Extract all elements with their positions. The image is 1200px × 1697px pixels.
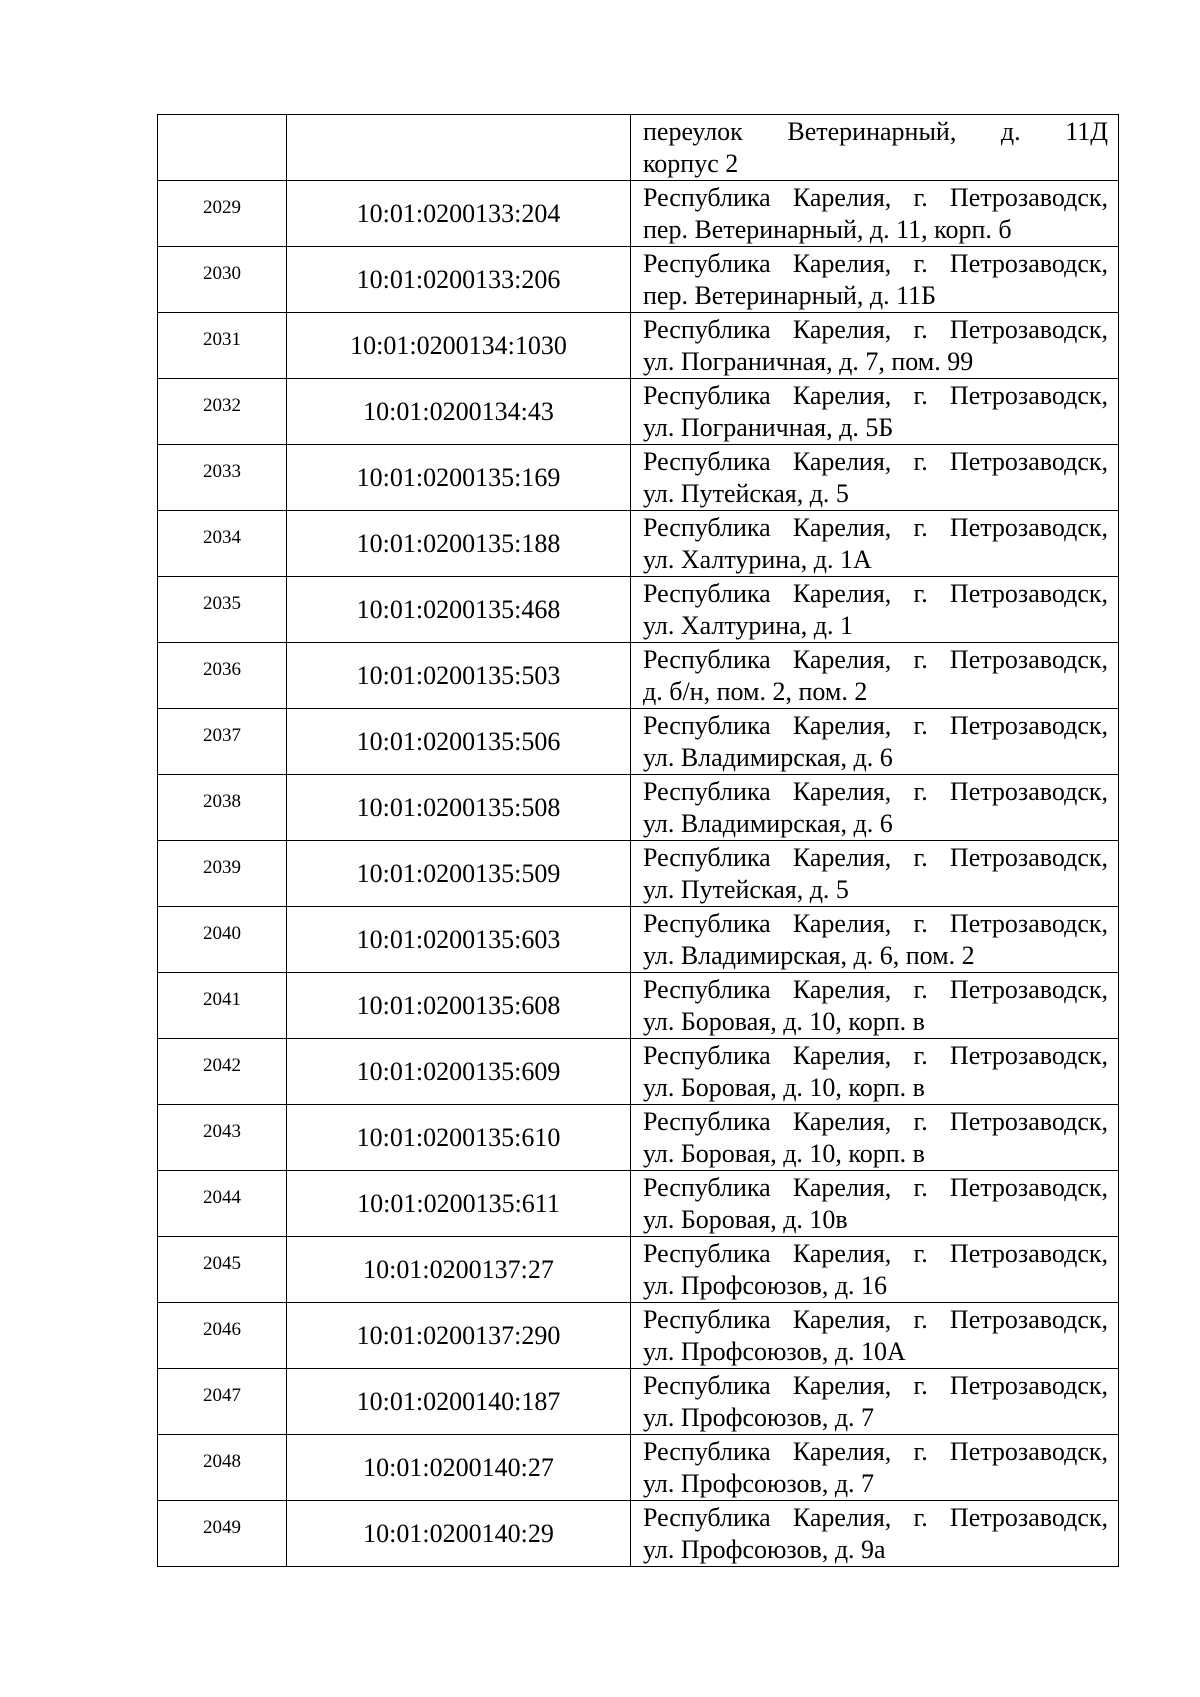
address-cell (631, 247, 1119, 313)
row-number-cell: 2029 (158, 181, 287, 247)
address-line-2: д. б/н, пом. 2, пом. 2 (643, 677, 868, 706)
address-line-1: Республика Карелия, г. Петрозаводск, (643, 909, 1108, 938)
row-number-cell: 2032 (158, 379, 287, 445)
address-cell (631, 775, 1119, 841)
address-cell (631, 1435, 1119, 1501)
row-number-cell: 2039 (158, 841, 287, 907)
table-body (158, 115, 1119, 1567)
address-line-1: Республика Карелия, г. Петрозаводск, (643, 1239, 1108, 1268)
cadastral-number-cell: 10:01:0200135:503 (287, 643, 631, 709)
address-line-2: пер. Ветеринарный, д. 11, корп. б (643, 215, 1012, 244)
table-row (158, 1039, 1119, 1105)
cadastral-number-cell: 10:01:0200140:29 (287, 1501, 631, 1567)
address-line-2: ул. Боровая, д. 10, корп. в (643, 1139, 925, 1168)
address-cell (631, 1171, 1119, 1237)
row-number-cell: 2043 (158, 1105, 287, 1171)
address-line-2: ул. Халтурина, д. 1А (643, 545, 872, 574)
address-line-2: ул. Владимирская, д. 6 (643, 809, 893, 838)
table-row (158, 181, 1119, 247)
address-cell (631, 907, 1119, 973)
address-cell (631, 1039, 1119, 1105)
cadastral-number-cell: 10:01:0200135:188 (287, 511, 631, 577)
address-line-1: Республика Карелия, г. Петрозаводск, (643, 1107, 1108, 1136)
address-cell (631, 1369, 1119, 1435)
address-line-2: ул. Профсоюзов, д. 9а (643, 1535, 886, 1564)
row-number-cell: 2031 (158, 313, 287, 379)
address-line-1: Республика Карелия, г. Петрозаводск, (643, 579, 1108, 608)
table-row (158, 1369, 1119, 1435)
row-number-cell: 2036 (158, 643, 287, 709)
address-line-1: Республика Карелия, г. Петрозаводск, (643, 777, 1108, 806)
table-row (158, 445, 1119, 511)
address-line-1: Республика Карелия, г. Петрозаводск, (643, 1305, 1108, 1334)
row-number-cell (158, 115, 287, 181)
row-number-cell: 2041 (158, 973, 287, 1039)
address-line-1: Республика Карелия, г. Петрозаводск, (643, 843, 1108, 872)
row-number-cell: 2045 (158, 1237, 287, 1303)
address-line-1: Республика Карелия, г. Петрозаводск, (643, 1173, 1108, 1202)
address-line-2: ул. Профсоюзов, д. 10А (643, 1337, 906, 1366)
address-cell (631, 577, 1119, 643)
table-row (158, 379, 1119, 445)
address-cell (631, 709, 1119, 775)
row-number-cell: 2040 (158, 907, 287, 973)
address-line-2: ул. Профсоюзов, д. 16 (643, 1271, 888, 1300)
address-line-1: Республика Карелия, г. Петрозаводск, (643, 975, 1108, 1004)
address-line-2: ул. Халтурина, д. 1 (643, 611, 853, 640)
table-row (158, 115, 1119, 181)
cadastral-number-cell: 10:01:0200135:169 (287, 445, 631, 511)
cadastral-number-cell: 10:01:0200137:290 (287, 1303, 631, 1369)
row-number-cell: 2035 (158, 577, 287, 643)
row-number-cell: 2044 (158, 1171, 287, 1237)
address-line-1: Республика Карелия, г. Петрозаводск, (643, 1503, 1108, 1532)
cadastral-number-cell: 10:01:0200140:27 (287, 1435, 631, 1501)
address-line-2: корпус 2 (643, 149, 739, 178)
address-line-1: переулок Ветеринарный, д. 11Д (643, 117, 1108, 146)
address-line-1: Республика Карелия, г. Петрозаводск, (643, 381, 1108, 410)
table-row (158, 643, 1119, 709)
address-line-2: ул. Профсоюзов, д. 7 (643, 1469, 875, 1498)
cadastral-number-cell: 10:01:0200135:506 (287, 709, 631, 775)
address-line-1: Республика Карелия, г. Петрозаводск, (643, 711, 1108, 740)
address-cell (631, 841, 1119, 907)
address-line-1: Республика Карелия, г. Петрозаводск, (643, 315, 1108, 344)
cadastral-number-cell: 10:01:0200135:610 (287, 1105, 631, 1171)
address-line-2: ул. Пограничная, д. 5Б (643, 413, 894, 442)
table-row (158, 313, 1119, 379)
address-line-2: ул. Боровая, д. 10, корп. в (643, 1073, 925, 1102)
row-number-cell: 2042 (158, 1039, 287, 1105)
table-row (158, 973, 1119, 1039)
row-number-cell: 2030 (158, 247, 287, 313)
address-line-1: Республика Карелия, г. Петрозаводск, (643, 1041, 1108, 1070)
address-cell (631, 1303, 1119, 1369)
address-cell (631, 643, 1119, 709)
address-cell (631, 313, 1119, 379)
cadastral-number-cell: 10:01:0200135:509 (287, 841, 631, 907)
table-row (158, 1171, 1119, 1237)
address-line-2: ул. Профсоюзов, д. 7 (643, 1403, 875, 1432)
address-line-1: Республика Карелия, г. Петрозаводск, (643, 645, 1108, 674)
table-row (158, 577, 1119, 643)
row-number-cell: 2038 (158, 775, 287, 841)
address-line-1: Республика Карелия, г. Петрозаводск, (643, 249, 1108, 278)
address-line-2: ул. Пограничная, д. 7, пом. 99 (643, 347, 974, 376)
cadastral-number-cell: 10:01:0200134:43 (287, 379, 631, 445)
row-number-cell: 2046 (158, 1303, 287, 1369)
table-row (158, 511, 1119, 577)
table-row (158, 709, 1119, 775)
address-line-1: Республика Карелия, г. Петрозаводск, (643, 1371, 1108, 1400)
address-line-1: Республика Карелия, г. Петрозаводск, (643, 447, 1108, 476)
table-row (158, 1105, 1119, 1171)
table-row (158, 1501, 1119, 1567)
table-row (158, 1237, 1119, 1303)
address-cell (631, 379, 1119, 445)
address-cell (631, 115, 1119, 181)
cadastral-number-cell: 10:01:0200135:611 (287, 1171, 631, 1237)
address-line-2: ул. Путейская, д. 5 (643, 479, 849, 508)
address-cell (631, 181, 1119, 247)
cadastral-number-cell: 10:01:0200134:1030 (287, 313, 631, 379)
cadastral-number-cell (287, 115, 631, 181)
cadastral-number-cell: 10:01:0200140:187 (287, 1369, 631, 1435)
address-line-1: Республика Карелия, г. Петрозаводск, (643, 183, 1108, 212)
address-cell (631, 511, 1119, 577)
cadastral-number-cell: 10:01:0200137:27 (287, 1237, 631, 1303)
cadastral-number-cell: 10:01:0200135:508 (287, 775, 631, 841)
address-line-2: пер. Ветеринарный, д. 11Б (643, 281, 937, 310)
row-number-cell: 2047 (158, 1369, 287, 1435)
cadastral-number-cell: 10:01:0200135:609 (287, 1039, 631, 1105)
table-row (158, 907, 1119, 973)
address-line-2: ул. Владимирская, д. 6, пом. 2 (643, 941, 975, 970)
cadastral-number-cell: 10:01:0200135:603 (287, 907, 631, 973)
address-line-1: Республика Карелия, г. Петрозаводск, (643, 513, 1108, 542)
table-row (158, 1435, 1119, 1501)
cadastral-number-cell: 10:01:0200133:206 (287, 247, 631, 313)
row-number-cell: 2033 (158, 445, 287, 511)
address-line-2: ул. Владимирская, д. 6 (643, 743, 893, 772)
row-number-cell: 2049 (158, 1501, 287, 1567)
row-number-cell: 2034 (158, 511, 287, 577)
address-cell (631, 445, 1119, 511)
row-number-cell: 2048 (158, 1435, 287, 1501)
table-row (158, 775, 1119, 841)
address-cell (631, 973, 1119, 1039)
cadastral-number-cell: 10:01:0200133:204 (287, 181, 631, 247)
address-line-2: ул. Боровая, д. 10в (643, 1205, 848, 1234)
cadastral-number-cell: 10:01:0200135:468 (287, 577, 631, 643)
address-line-2: ул. Путейская, д. 5 (643, 875, 849, 904)
address-line-1: Республика Карелия, г. Петрозаводск, (643, 1437, 1108, 1466)
address-cell (631, 1105, 1119, 1171)
table-row (158, 841, 1119, 907)
address-cell (631, 1501, 1119, 1567)
table-row (158, 247, 1119, 313)
address-line-2: ул. Боровая, д. 10, корп. в (643, 1007, 925, 1036)
property-registry-table (157, 114, 1119, 1567)
address-cell (631, 1237, 1119, 1303)
row-number-cell: 2037 (158, 709, 287, 775)
cadastral-number-cell: 10:01:0200135:608 (287, 973, 631, 1039)
table-row (158, 1303, 1119, 1369)
